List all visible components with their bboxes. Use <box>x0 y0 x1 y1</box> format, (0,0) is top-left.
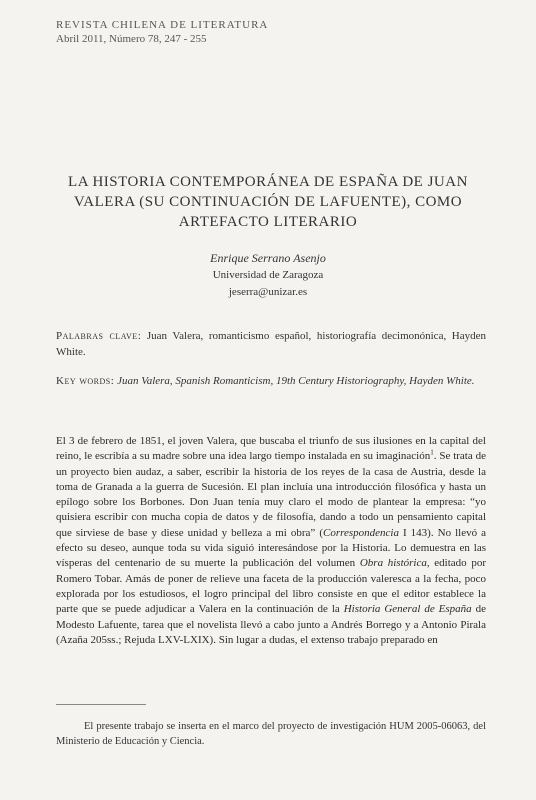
keywords-spanish-values: Juan Valera, romanticismo español, historiografía decimonónica, Hayden White. <box>56 330 487 358</box>
author-email: jeserra@unizar.es <box>228 286 308 298</box>
article-title <box>40 172 496 232</box>
keywords-english <box>56 373 486 389</box>
keywords-spanish <box>56 328 486 360</box>
author-name: Enrique Serrano Asenjo <box>210 251 326 265</box>
issue-info: Abril 2011, Número 78, 247 - 255 <box>56 33 207 45</box>
body-text-run: . Se trata de un proyecto bien audaz, a saber, escribir la historia de los reyes de la casa de Austria, desde la toma de Granada a la guerra de Sucesión. El plan incluía una introducción filosófica y hasta un epílogo sobre los Borbones. Don Juan tenía muy claro el modo de plantear la empresa: “yo quisiera escribir con mucha copia de datos y de filosofía, dando a todo un pensamiento capital que sirviese de base y diese unidad y belleza a mi obra” ( <box>56 450 486 539</box>
running-head <box>56 18 268 46</box>
body-italic-title: Historia General de España <box>343 603 472 616</box>
title-line-3: ARTEFACTO LITERARIO <box>178 214 358 230</box>
title-line-1: LA HISTORIA CONTEMPORÁNEA DE ESPAÑA DE JUAN <box>68 174 468 190</box>
footnote-text: El presente trabajo se inserta en el marco del proyecto de investigación HUM 2005-06063, del Ministerio de Educación y Ciencia. <box>56 721 486 747</box>
body-text-run: El 3 de febrero de 1851, el joven Valera, que buscaba el triunfo de sus ilusiones en la capital del reino, le escribía a su madre sobre una idea largo tiempo instalada en su imaginación <box>56 435 486 463</box>
keywords-english-label: Key words: <box>56 375 115 387</box>
body-italic-title: Obra histórica <box>359 557 427 570</box>
keywords-english-values: Juan Valera, Spanish Romanticism, 19th Century Historiography, Hayden White. <box>117 375 475 387</box>
body-text-run: I 143). No llevó a efecto su deseo, aunque toda su vida siguió interesándose por la Historia. Lo demuestra en las vísperas del centenario de su muerte la publicación del volumen <box>56 526 486 570</box>
keywords-spanish-label: Palabras clave: <box>56 330 142 342</box>
footnote-reference: 1 <box>430 448 434 457</box>
body-text-run: , editado por Romero Tobar. Amás de poner de relieve una faceta de la producción valeresca a la fecha, poco explorada por los estudiosos, el logro principal del libro consiste en que el editor establece la parte que se puede adjudicar a Valera en la continuación de la <box>56 557 486 616</box>
body-italic-title: Correspondencia <box>322 526 399 539</box>
author-block <box>0 250 536 301</box>
body-text-run: de Modesto Lafuente, tarea que el novelista llevó a cabo junto a Andrés Borrego y a Antonio Pirala (Azaña 205ss.; Rejuda LXV-LXIX). Sin lugar a dudas, el extenso trabajo preparado en <box>56 603 486 646</box>
title-line-2: VALERA (SU CONTINUACIÓN DE LAFUENTE), COMO <box>73 194 463 210</box>
footnote <box>56 719 486 749</box>
journal-name: REVISTA CHILENA DE LITERATURA <box>56 19 269 31</box>
author-affiliation: Universidad de Zaragoza <box>212 269 324 281</box>
footnote-divider <box>56 704 146 705</box>
body-paragraph <box>56 434 486 648</box>
